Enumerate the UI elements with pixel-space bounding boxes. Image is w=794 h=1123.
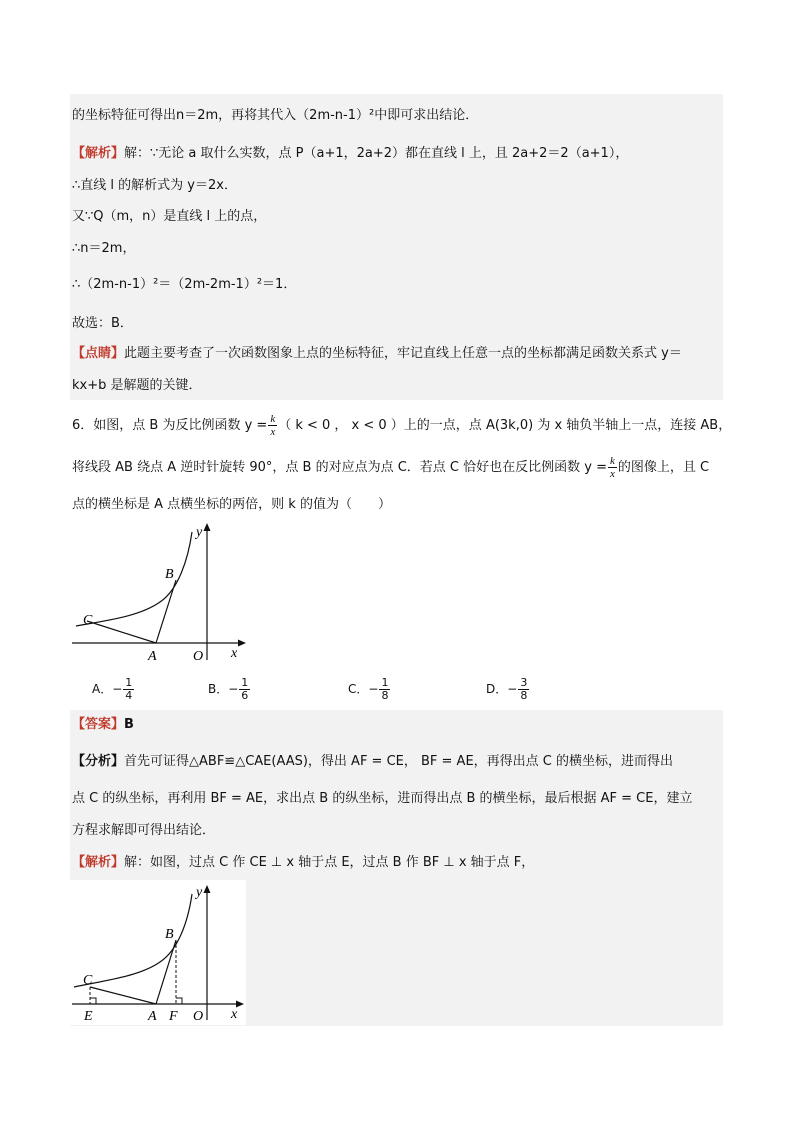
segment-ab: [156, 580, 176, 643]
label-b: B: [165, 567, 174, 582]
answer-value: B: [124, 717, 134, 732]
fraction-k-over-x: [268, 413, 277, 438]
option-b-letter: B．: [208, 682, 229, 696]
option-d-letter: D．: [486, 682, 508, 696]
label-a-2: A: [148, 1009, 157, 1024]
option-a-letter: A．: [92, 682, 113, 696]
question-text-1b: （ k < 0 ， x < 0 ）上的一点，点 A(3k,0) 为 x 轴负半轴上一点，连接 AB，: [278, 418, 732, 433]
option-c-fraction: [379, 677, 390, 702]
analysis-line-4: ∴n＝2m，: [72, 241, 136, 256]
option-c-sign: −: [368, 682, 379, 696]
analysis2-line-1: [72, 752, 673, 772]
fraction-denominator-2: x: [610, 468, 615, 480]
solution2-line-1: [72, 853, 534, 873]
option-b-denominator: 6: [241, 689, 249, 702]
analysis2-tag: 【分析】: [72, 754, 125, 769]
solution-figure: [70, 880, 246, 1025]
fraction-k-over-x-2: [608, 455, 617, 480]
analysis-line-5: ∴（2m-n-1）²＝（2m-2m-1）²＝1．: [72, 277, 297, 292]
review-line-1: [72, 344, 682, 364]
analysis-line-6: 故选：B．: [72, 316, 133, 331]
option-d-denominator: 8: [520, 689, 528, 702]
label-y-2: y: [196, 885, 203, 900]
answer-tag: 【答案】: [72, 717, 125, 732]
answer-line: [72, 715, 134, 735]
label-a: A: [148, 649, 157, 664]
label-o: O: [193, 649, 204, 664]
analysis2-line-3: 方程求解即可得出结论．: [72, 823, 216, 838]
question-line-1: [72, 413, 731, 439]
question-figure: [70, 520, 250, 665]
option-b-numerator: 1: [241, 676, 249, 689]
label-y: y: [196, 525, 203, 540]
label-f: F: [169, 1009, 178, 1024]
right-angle-mark-e: [90, 998, 96, 1004]
option-b-fraction: [239, 677, 250, 702]
question-text-2b: 的图像上，且 C: [617, 460, 710, 475]
question-text-2a: 将线段 AB 绕点 A 逆时针旋转 90°，点 B 的对应点为点 C．若点 C 恰好也在反比例函数 y =: [72, 460, 607, 475]
option-d-numerator: 3: [520, 676, 528, 689]
question-line-2: [72, 455, 709, 481]
option-a-denominator: 4: [125, 689, 133, 702]
right-angle-mark-f: [176, 998, 182, 1004]
analysis-line-1: [72, 144, 628, 164]
segment-ab-2: [156, 940, 176, 1004]
y-axis-arrow-2: [204, 885, 211, 893]
label-c: C: [83, 613, 93, 628]
option-a-sign: −: [112, 682, 123, 696]
option-a-fraction: [123, 677, 134, 702]
option-d[interactable]: [486, 677, 530, 702]
question-line-3: 点的横坐标是 A 点横坐标的两倍，则 k 的值为（ ）: [72, 497, 391, 512]
y-axis-arrow: [204, 523, 211, 531]
label-x-2: x: [231, 1007, 238, 1022]
review-tag: 【点睛】: [72, 346, 125, 361]
option-c-numerator: 1: [381, 676, 389, 689]
question-text-1a: 6．如图，点 B 为反比例函数 y =: [72, 418, 268, 433]
analysis-line-3: 又∵Q（m，n）是直线 l 上的点，: [72, 209, 267, 224]
segment-ac: [87, 621, 156, 643]
analysis2-text-1: 首先可证得△ABF≌△CAE(AAS)，得出 AF = CE， BF = AE，再得出点 C 的横坐标，进而得出: [124, 754, 674, 769]
label-b-2: B: [165, 927, 174, 942]
hyperbola-curve: [76, 532, 192, 626]
solution2-tag: 【解析】: [72, 855, 125, 870]
analysis2-line-2: 点 C 的纵坐标，再利用 BF = AE，求出点 B 的纵坐标，进而得出点 B 的横坐标，最后根据 AF = CE，建立: [72, 791, 693, 806]
option-d-sign: −: [507, 682, 518, 696]
label-e: E: [84, 1009, 93, 1024]
option-a[interactable]: [92, 677, 135, 702]
label-x: x: [231, 646, 238, 661]
analysis-tag: 【解析】: [72, 146, 125, 161]
option-c[interactable]: [348, 677, 391, 702]
fraction-numerator: k: [270, 413, 276, 425]
fraction-denominator: x: [270, 426, 276, 438]
review-line-2: kx+b 是解题的关键．: [72, 378, 202, 393]
fraction-numerator-2: k: [610, 455, 615, 467]
x-axis-arrow: [238, 640, 246, 647]
label-c-2: C: [83, 973, 93, 988]
analysis-text-1: 解：∵无论 a 取什么实数，点 P（a+1，2a+2）都在直线 l 上，且 2a+2＝2（a+1），: [124, 146, 629, 161]
option-d-fraction: [518, 677, 529, 702]
solution2-text-1: 解：如图，过点 C 作 CE ⊥ x 轴于点 E，过点 B 作 BF ⊥ x 轴于点 F，: [124, 855, 535, 870]
analysis-line-2: ∴直线 l 的解析式为 y＝2x．: [72, 178, 237, 193]
review-text-1: 此题主要考查了一次函数图象上点的坐标特征，牢记直线上任意一点的坐标都满足函数关系式 y＝: [124, 346, 682, 361]
intro-line: 的坐标特征可得出n＝2m，再将其代入（2m-n-1）²中即可求出结论．: [72, 108, 479, 123]
segment-ac-2: [90, 987, 156, 1004]
option-b[interactable]: [208, 677, 251, 702]
option-a-numerator: 1: [125, 676, 133, 689]
option-c-denominator: 8: [381, 689, 389, 702]
label-o-2: O: [193, 1009, 204, 1024]
option-b-sign: −: [228, 682, 239, 696]
option-c-letter: C．: [348, 682, 369, 696]
